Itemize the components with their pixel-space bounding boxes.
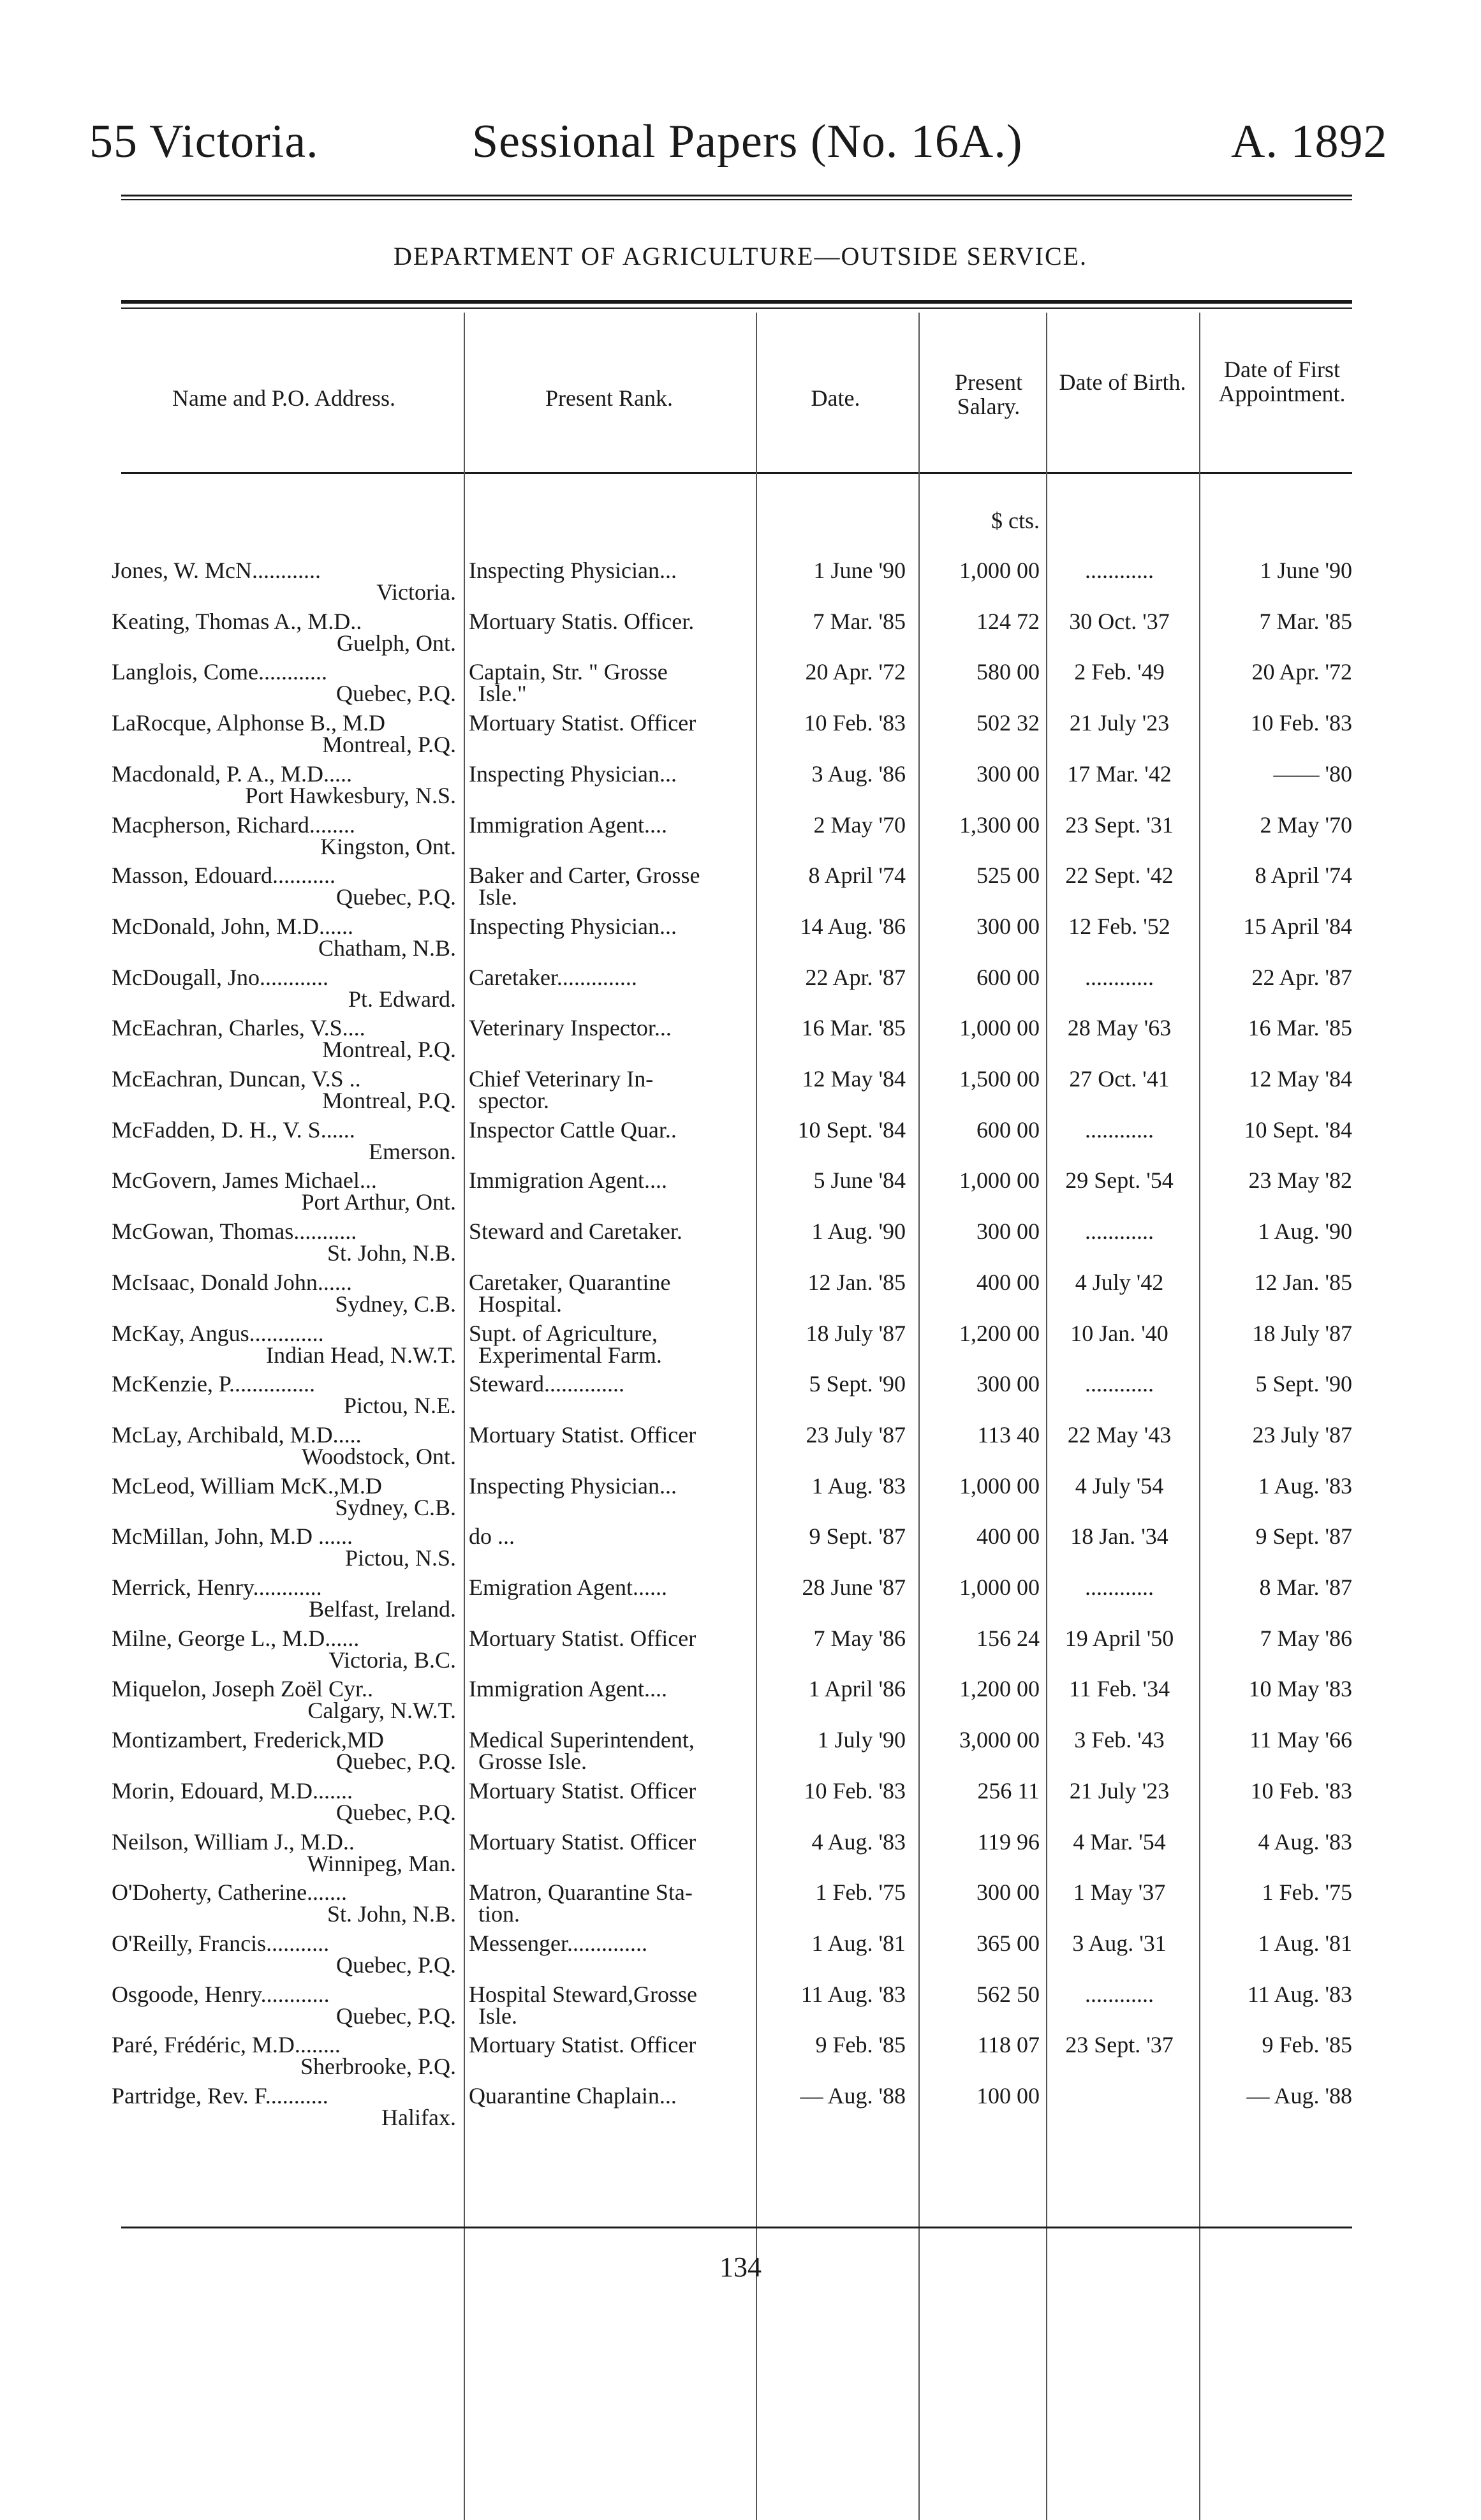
present-salary: 365 00 [976, 1930, 1040, 1956]
first-appointment-date: 7 Mar. '85 [1259, 608, 1352, 634]
staff-address: Quebec, P.Q. [336, 1799, 456, 1825]
first-appointment-date: 10 May '83 [1248, 1676, 1352, 1702]
staff-rank: Chief Veterinary In- [469, 1066, 654, 1092]
staff-address: Belfast, Ireland. [309, 1596, 456, 1622]
table-row [0, 1016, 1481, 1067]
table-row [0, 1728, 1481, 1779]
staff-rank: Immigration Agent.... [469, 1167, 667, 1194]
table-row [0, 813, 1481, 864]
rank-date: 1 Aug. '90 [811, 1219, 906, 1245]
date-of-birth: 23 Sept. '37 [1065, 2032, 1174, 2058]
staff-address: Emerson. [369, 1138, 456, 1164]
staff-address: Pictou, N.S. [344, 1545, 456, 1571]
rank-date: 3 Aug. '86 [811, 760, 906, 787]
date-of-birth: 12 Feb. '52 [1068, 913, 1170, 939]
staff-name: Langlois, Come............ [112, 659, 327, 685]
table-row [0, 711, 1481, 762]
table-row [0, 1118, 1481, 1169]
rank-date: 22 Apr. '87 [805, 964, 906, 990]
date-of-birth: ............ [1085, 1371, 1154, 1397]
staff-rank-continued: Grosse Isle. [478, 1749, 587, 1775]
date-of-birth: 2 Feb. '49 [1074, 659, 1165, 685]
date-of-birth: 3 Aug. '31 [1072, 1930, 1167, 1956]
rank-date: 9 Sept. '87 [809, 1523, 906, 1550]
column-header-first: Date of First Appointment. [1218, 357, 1346, 406]
sessional-papers-title: Sessional Papers (No. 16A.) [472, 115, 1023, 168]
column-header-date: Date. [811, 385, 860, 411]
date-of-birth: 29 Sept. '54 [1065, 1167, 1174, 1194]
rank-date: 4 Aug. '83 [811, 1828, 906, 1855]
first-appointment-date: 20 Apr. '72 [1251, 659, 1352, 685]
present-salary: 300 00 [976, 1219, 1040, 1245]
staff-rank: Emigration Agent...... [469, 1575, 667, 1600]
first-appointment-date: 11 Aug. '83 [1247, 1981, 1352, 2007]
staff-rank-continued: Experimental Farm. [478, 1342, 662, 1368]
date-of-birth: 1 May '37 [1073, 1879, 1166, 1906]
staff-address: St. John, N.B. [327, 1901, 456, 1927]
present-salary: 1,000 00 [959, 1167, 1040, 1194]
staff-name: Macpherson, Richard........ [112, 812, 355, 838]
staff-name: McFadden, D. H., V. S...... [112, 1116, 355, 1143]
table-row [0, 1168, 1481, 1219]
present-salary: 580 00 [976, 659, 1040, 685]
present-salary: 1,200 00 [959, 1320, 1040, 1346]
table-row [0, 1779, 1481, 1830]
date-of-birth: 4 Mar. '54 [1073, 1828, 1166, 1855]
table-row [0, 1931, 1481, 1982]
table-row [0, 1270, 1481, 1321]
staff-name: McEachran, Duncan, V.S .. [112, 1066, 361, 1092]
date-of-birth: 19 April '50 [1065, 1625, 1174, 1651]
table-row [0, 660, 1481, 711]
date-of-birth: 10 Jan. '40 [1070, 1320, 1168, 1346]
staff-rank: Mortuary Statist. Officer [469, 2032, 696, 2058]
staff-address: Montreal, P.Q. [322, 1088, 456, 1113]
rank-date: 28 June '87 [802, 1575, 906, 1600]
staff-address: Sydney, C.B. [335, 1494, 456, 1520]
date-of-birth: ............ [1085, 558, 1154, 583]
column-header-birth: Date of Birth. [1059, 369, 1186, 395]
staff-rank: Mortuary Statist. Officer [469, 1625, 696, 1651]
staff-rank: Immigration Agent.... [469, 1676, 667, 1702]
staff-rank: Quarantine Chaplain... [469, 2083, 677, 2109]
staff-rank: Matron, Quarantine Sta- [469, 1879, 693, 1906]
present-salary: 1,000 00 [959, 1575, 1040, 1600]
first-appointment-date: 10 Feb. '83 [1250, 710, 1352, 736]
first-appointment-date: — Aug. '88 [1246, 2083, 1352, 2109]
present-salary: 1,000 00 [959, 558, 1040, 583]
rank-date: — Aug. '88 [800, 2083, 906, 2109]
rank-date: 1 Aug. '83 [811, 1472, 906, 1499]
first-appointment-date: 9 Feb. '85 [1262, 2032, 1352, 2058]
table-row [0, 609, 1481, 660]
staff-rank: Mortuary Statist. Officer [469, 1828, 696, 1855]
table-row [0, 558, 1481, 609]
table-row [0, 1423, 1481, 1474]
staff-address: Quebec, P.Q. [336, 884, 456, 910]
column-header-rank: Present Rank. [545, 385, 673, 411]
present-salary: 124 72 [976, 608, 1040, 634]
table-row [0, 1067, 1481, 1118]
table-row [0, 1372, 1481, 1423]
staff-address: Sydney, C.B. [335, 1291, 456, 1317]
rank-date: 9 Feb. '85 [815, 2032, 906, 2058]
rank-date: 7 Mar. '85 [813, 608, 906, 634]
staff-name: McMillan, John, M.D ...... [112, 1523, 353, 1550]
present-salary: 562 50 [976, 1981, 1040, 2007]
staff-name: McIsaac, Donald John...... [112, 1269, 352, 1295]
column-header-rule [121, 472, 1352, 474]
staff-rank-continued: Hospital. [478, 1291, 562, 1317]
date-of-birth: 22 Sept. '42 [1065, 863, 1174, 889]
present-salary: 400 00 [976, 1269, 1040, 1295]
staff-name: Keating, Thomas A., M.D.. [112, 608, 362, 634]
rank-date: 23 July '87 [806, 1421, 906, 1448]
present-salary: 256 11 [977, 1777, 1040, 1804]
table-top-rule [121, 300, 1352, 304]
volume-label: 55 Victoria. [89, 115, 319, 168]
rank-date: 12 May '84 [802, 1066, 906, 1092]
staff-address: Pt. Edward. [348, 986, 456, 1012]
staff-name: McGovern, James Michael... [112, 1167, 377, 1194]
table-row [0, 1219, 1481, 1270]
table-row [0, 762, 1481, 813]
rank-date: 1 July '90 [817, 1727, 906, 1753]
rank-date: 16 Mar. '85 [801, 1015, 906, 1041]
staff-rank-continued: Isle." [478, 681, 527, 707]
present-salary: 400 00 [976, 1523, 1040, 1550]
first-appointment-date: 15 April '84 [1243, 913, 1352, 939]
staff-address: St. John, N.B. [327, 1240, 456, 1266]
staff-address: Kingston, Ont. [320, 833, 456, 859]
present-salary: 300 00 [976, 913, 1040, 939]
staff-address: Quebec, P.Q. [336, 681, 456, 707]
rank-date: 5 Sept. '90 [809, 1371, 906, 1397]
table-row [0, 1880, 1481, 1931]
staff-rank: Caretaker.............. [469, 964, 637, 990]
table-top-rule-thin [121, 308, 1352, 309]
first-appointment-date: 23 July '87 [1252, 1421, 1352, 1448]
staff-rank: Hospital Steward,Grosse [469, 1981, 697, 2007]
staff-address: Montreal, P.Q. [322, 1037, 456, 1063]
present-salary: 118 07 [977, 2032, 1040, 2058]
rank-date: 14 Aug. '86 [800, 913, 906, 939]
staff-address: Quebec, P.Q. [336, 1952, 456, 1978]
table-row [0, 863, 1481, 914]
present-salary: 3,000 00 [959, 1727, 1040, 1753]
staff-address: Indian Head, N.W.T. [266, 1342, 456, 1368]
table-row [0, 1677, 1481, 1728]
staff-rank: Mortuary Statist. Officer [469, 1777, 696, 1804]
rank-date: 1 Aug. '81 [811, 1930, 906, 1956]
table-row [0, 1524, 1481, 1575]
first-appointment-date: 1 Aug. '81 [1258, 1930, 1352, 1956]
staff-name: McLay, Archibald, M.D..... [112, 1421, 362, 1448]
present-salary: 525 00 [976, 863, 1040, 889]
present-salary: 100 00 [976, 2083, 1040, 2109]
staff-address: Chatham, N.B. [318, 935, 456, 961]
first-appointment-date: 18 July '87 [1252, 1320, 1352, 1346]
present-salary: 600 00 [976, 1116, 1040, 1143]
staff-rank: Inspecting Physician... [469, 913, 677, 939]
staff-address: Sherbrooke, P.Q. [300, 2054, 456, 2080]
date-of-birth: 11 Feb. '34 [1068, 1676, 1170, 1702]
first-appointment-date: 4 Aug. '83 [1258, 1828, 1352, 1855]
staff-rank: Baker and Carter, Grosse [469, 863, 700, 889]
date-of-birth: 17 Mar. '42 [1067, 760, 1172, 787]
staff-rank: Veterinary Inspector... [469, 1015, 672, 1041]
present-salary: 300 00 [976, 1879, 1040, 1906]
rank-date: 7 May '86 [813, 1625, 906, 1651]
header-rule [121, 195, 1352, 196]
column-header-salary: Present Salary. [955, 369, 1022, 419]
date-of-birth: 23 Sept. '31 [1065, 812, 1174, 838]
staff-name: McEachran, Charles, V.S.... [112, 1015, 365, 1041]
date-of-birth: 28 May '63 [1067, 1015, 1172, 1041]
date-of-birth: ............ [1085, 1219, 1154, 1245]
date-of-birth: 21 July '23 [1069, 710, 1170, 736]
rank-date: 12 Jan. '85 [807, 1269, 906, 1295]
staff-rank: Inspector Cattle Quar.. [469, 1116, 677, 1143]
table-row [0, 1575, 1481, 1626]
present-salary: 119 96 [977, 1828, 1040, 1855]
staff-address: Calgary, N.W.T. [307, 1698, 456, 1724]
staff-rank: Mortuary Statist. Officer [469, 1421, 696, 1448]
date-of-birth: ............ [1085, 1575, 1154, 1600]
staff-address: Port Hawkesbury, N.S. [245, 782, 456, 808]
first-appointment-date: 1 Feb. '75 [1262, 1879, 1352, 1906]
staff-name: Partridge, Rev. F........... [112, 2083, 328, 2109]
staff-rank: Medical Superintendent, [469, 1727, 695, 1753]
rank-date: 1 April '86 [808, 1676, 906, 1702]
first-appointment-date: 12 May '84 [1248, 1066, 1352, 1092]
date-of-birth: 4 July '42 [1075, 1269, 1164, 1295]
staff-name: O'Reilly, Francis........... [112, 1930, 330, 1956]
rank-date: 8 April '74 [808, 863, 906, 889]
staff-rank: Steward and Caretaker. [469, 1219, 682, 1245]
table-row [0, 965, 1481, 1016]
staff-rank-continued: Isle. [478, 884, 517, 910]
date-of-birth: 27 Oct. '41 [1069, 1066, 1170, 1092]
staff-rank: do ... [469, 1523, 515, 1550]
table-bottom-rule [121, 2227, 1352, 2228]
rank-date: 18 July '87 [806, 1320, 906, 1346]
table-row [0, 1321, 1481, 1372]
date-of-birth: ............ [1085, 1981, 1154, 2007]
date-of-birth: 22 May '43 [1067, 1421, 1172, 1448]
staff-address: Quebec, P.Q. [336, 1749, 456, 1775]
page-title: DEPARTMENT OF AGRICULTURE—OUTSIDE SERVICE. [393, 242, 1088, 271]
staff-rank: Caretaker, Quarantine [469, 1269, 671, 1295]
first-appointment-date: 1 Aug. '83 [1258, 1472, 1352, 1499]
staff-address: Victoria. [376, 579, 456, 605]
rank-date: 11 Aug. '83 [800, 1981, 906, 2007]
staff-address: Halifax. [381, 2105, 456, 2130]
date-of-birth: 18 Jan. '34 [1070, 1523, 1168, 1550]
date-of-birth: ............ [1085, 1116, 1154, 1143]
date-of-birth: 3 Feb. '43 [1074, 1727, 1165, 1753]
first-appointment-date: 5 Sept. '90 [1255, 1371, 1352, 1397]
staff-name: Jones, W. McN............ [112, 558, 321, 583]
first-appointment-date: 10 Feb. '83 [1250, 1777, 1352, 1804]
present-salary: 502 32 [976, 710, 1040, 736]
staff-address: Pictou, N.E. [344, 1393, 456, 1419]
table-row [0, 2084, 1481, 2135]
table-row [0, 1982, 1481, 2033]
staff-rank: Supt. of Agriculture, [469, 1320, 658, 1346]
first-appointment-date: 7 May '86 [1260, 1625, 1352, 1651]
staff-name: Miquelon, Joseph Zoël Cyr.. [112, 1676, 373, 1702]
staff-address: Guelph, Ont. [337, 630, 456, 656]
present-salary: 1,300 00 [959, 812, 1040, 838]
staff-rank: Mortuary Statis. Officer. [469, 608, 695, 634]
first-appointment-date: 11 May '66 [1249, 1727, 1352, 1753]
table-row [0, 2033, 1481, 2084]
page-number: 134 [719, 2251, 762, 2283]
present-salary: 300 00 [976, 760, 1040, 787]
staff-name: McDougall, Jno............ [112, 964, 328, 990]
first-appointment-date: —— '80 [1273, 760, 1352, 787]
rank-date: 5 June '84 [813, 1167, 906, 1194]
staff-rank: Messenger.............. [469, 1930, 647, 1956]
staff-name: Neilson, William J., M.D.. [112, 1828, 355, 1855]
first-appointment-date: 1 Aug. '90 [1258, 1219, 1352, 1245]
staff-name: Merrick, Henry............ [112, 1575, 322, 1600]
table-row [0, 1626, 1481, 1677]
staff-name: O'Doherty, Catherine....... [112, 1879, 348, 1906]
staff-name: McGowan, Thomas........... [112, 1219, 357, 1245]
header-rule-second [121, 199, 1352, 200]
rank-date: 1 Feb. '75 [815, 1879, 906, 1906]
staff-name: Osgoode, Henry............ [112, 1981, 330, 2007]
present-salary: 156 24 [976, 1625, 1040, 1651]
first-appointment-date: 23 May '82 [1248, 1167, 1352, 1194]
rank-date: 20 Apr. '72 [805, 659, 906, 685]
staff-rank: Mortuary Statist. Officer [469, 710, 696, 736]
staff-address: Woodstock, Ont. [301, 1443, 456, 1469]
present-salary: 300 00 [976, 1371, 1040, 1397]
rank-date: 2 May '70 [813, 812, 906, 838]
present-salary: 1,200 00 [959, 1676, 1040, 1702]
year-label: A. 1892 [1231, 115, 1388, 168]
staff-rank-continued: spector. [478, 1088, 549, 1113]
salary-units: $ cts. [991, 508, 1040, 533]
first-appointment-date: 9 Sept. '87 [1255, 1523, 1352, 1550]
staff-name: Milne, George L., M.D...... [112, 1625, 360, 1651]
first-appointment-date: 12 Jan. '85 [1254, 1269, 1352, 1295]
present-salary: 1,000 00 [959, 1472, 1040, 1499]
staff-name: McKay, Angus............. [112, 1320, 324, 1346]
rank-date: 10 Feb. '83 [804, 710, 906, 736]
staff-name: Montizambert, Frederick,MD [112, 1727, 384, 1753]
first-appointment-date: 8 April '74 [1255, 863, 1352, 889]
first-appointment-date: 22 Apr. '87 [1251, 964, 1352, 990]
staff-address: Winnipeg, Man. [307, 1850, 456, 1876]
date-of-birth: 21 July '23 [1069, 1777, 1170, 1804]
staff-name: McKenzie, P............... [112, 1371, 315, 1397]
staff-rank: Immigration Agent.... [469, 812, 667, 838]
staff-name: Macdonald, P. A., M.D..... [112, 760, 352, 787]
date-of-birth: 4 July '54 [1075, 1472, 1164, 1499]
staff-name: McLeod, William McK.,M.D [112, 1472, 382, 1499]
first-appointment-date: 1 June '90 [1260, 558, 1352, 583]
column-header-name: Name and P.O. Address. [172, 385, 395, 411]
table-row [0, 914, 1481, 965]
staff-rank: Steward.............. [469, 1371, 624, 1397]
staff-rank: Captain, Str. " Grosse [469, 659, 668, 685]
first-appointment-date: 2 May '70 [1260, 812, 1352, 838]
staff-rank: Inspecting Physician... [469, 1472, 677, 1499]
staff-rank-continued: Isle. [478, 2003, 517, 2029]
present-salary: 600 00 [976, 964, 1040, 990]
first-appointment-date: 10 Sept. '84 [1244, 1116, 1352, 1143]
staff-address: Quebec, P.Q. [336, 2003, 456, 2029]
date-of-birth: 30 Oct. '37 [1069, 608, 1170, 634]
rank-date: 1 June '90 [813, 558, 906, 583]
staff-address: Montreal, P.Q. [322, 732, 456, 758]
staff-name: Masson, Edouard........... [112, 863, 335, 889]
staff-address: Port Arthur, Ont. [301, 1189, 456, 1215]
staff-name: McDonald, John, M.D...... [112, 913, 353, 939]
first-appointment-date: 8 Mar. '87 [1259, 1575, 1352, 1600]
table-row [0, 1474, 1481, 1525]
staff-rank: Inspecting Physician... [469, 558, 677, 583]
staff-name: LaRocque, Alphonse B., M.D [112, 710, 385, 736]
date-of-birth: ............ [1085, 964, 1154, 990]
table-row [0, 1830, 1481, 1881]
staff-name: Paré, Frédéric, M.D........ [112, 2032, 341, 2058]
present-salary: 113 40 [977, 1421, 1040, 1448]
staff-address: Victoria, B.C. [328, 1647, 456, 1673]
present-salary: 1,000 00 [959, 1015, 1040, 1041]
staff-rank: Inspecting Physician... [469, 760, 677, 787]
staff-rank-continued: tion. [478, 1901, 520, 1927]
present-salary: 1,500 00 [959, 1066, 1040, 1092]
rank-date: 10 Feb. '83 [804, 1777, 906, 1804]
rank-date: 10 Sept. '84 [797, 1116, 906, 1143]
first-appointment-date: 16 Mar. '85 [1248, 1015, 1352, 1041]
staff-name: Morin, Edouard, M.D....... [112, 1777, 353, 1804]
